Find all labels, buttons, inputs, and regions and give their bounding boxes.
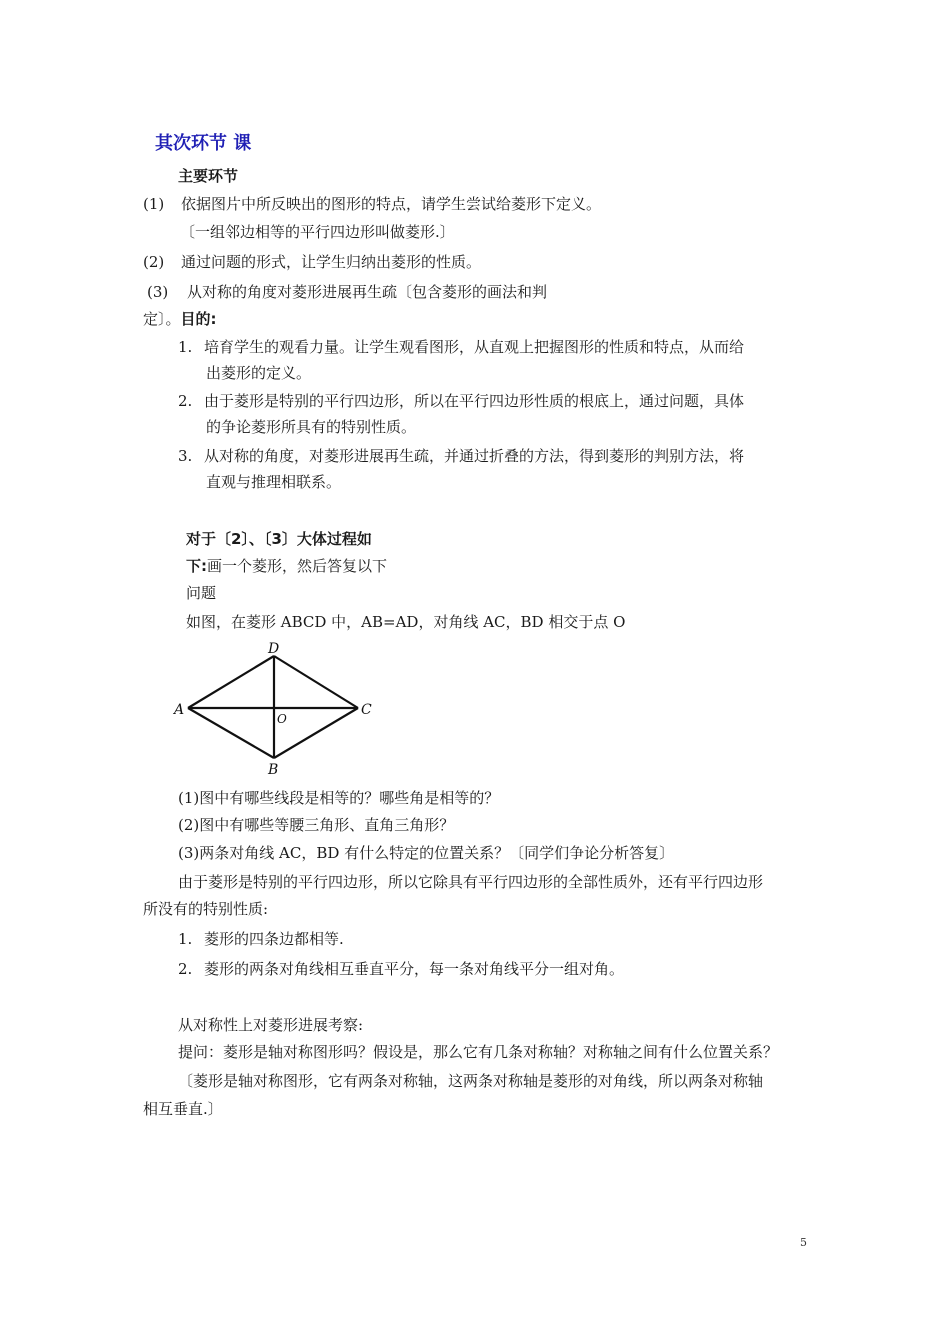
property-text: 菱形的四条边都相等. bbox=[204, 930, 344, 948]
list-item-number: (3) bbox=[147, 283, 169, 301]
purpose-2 bbox=[178, 391, 744, 411]
list-item-1 bbox=[143, 194, 601, 214]
continuation-text: 定〕。 bbox=[143, 310, 181, 328]
page-title: 其次环节 课 bbox=[155, 133, 252, 154]
page-number: 5 bbox=[800, 1236, 807, 1249]
list-item-text: 从对称的角度对菱形进展再生疏〔包含菱形的画法和判 bbox=[187, 283, 548, 301]
purpose-text: 从对称的角度，对菱形进展再生疏，并通过折叠的方法，得到菱形的判别方法，将 bbox=[204, 447, 745, 465]
property-number: 2. bbox=[178, 960, 193, 978]
purpose-label: 目的: bbox=[180, 310, 217, 328]
problem-label: 问题 bbox=[186, 584, 217, 602]
figure-intro: 如图，在菱形 ABCD 中，AB=AD，对角线 AC，BD 相交于点 O bbox=[186, 613, 626, 631]
edge-ad bbox=[188, 656, 274, 708]
purpose-number: 3. bbox=[178, 447, 193, 465]
purpose-number: 1. bbox=[178, 338, 193, 356]
property-1 bbox=[178, 929, 344, 949]
list-item-number: (2) bbox=[143, 253, 165, 271]
edge-dc bbox=[274, 656, 358, 708]
purpose-1 bbox=[178, 337, 744, 357]
purpose-2-cont: 的争论菱形所具有的特别性质。 bbox=[206, 418, 417, 436]
purpose-1-cont: 出菱形的定义。 bbox=[206, 364, 312, 382]
question-3: (3)两条对角线 AC，BD 有什么特定的位置关系？〔同学们争论分析答复〕 bbox=[178, 844, 675, 862]
rhombus-figure bbox=[168, 638, 383, 778]
edge-ba bbox=[188, 708, 274, 758]
process-heading-cont: 下: bbox=[186, 557, 207, 575]
property-number: 1. bbox=[178, 930, 193, 948]
symmetry-intro: 从对称性上对菱形进展考察: bbox=[178, 1016, 364, 1034]
purpose-3-cont: 直观与推理相联系。 bbox=[206, 473, 342, 491]
conclusion-line-2: 所没有的特别性质: bbox=[143, 900, 269, 918]
definition-note: 〔一组邻边相等的平行四边形叫做菱形.〕 bbox=[180, 223, 455, 241]
list-item-number: (1) bbox=[143, 195, 165, 213]
purpose-3 bbox=[178, 446, 744, 466]
question-2: (2)图中有哪些等腰三角形、直角三角形？ bbox=[178, 816, 455, 834]
list-item-3 bbox=[147, 282, 547, 302]
question-1: (1)图中有哪些线段是相等的？哪些角是相等的？ bbox=[178, 789, 500, 807]
answer-line-2: 相互垂直.〕 bbox=[143, 1100, 223, 1118]
property-text: 菱形的两条对角线相互垂直平分，每一条对角线平分一组对角。 bbox=[204, 960, 625, 978]
list-item-text: 通过问题的形式，让学生归纳出菱形的性质。 bbox=[181, 253, 482, 271]
label-o: O bbox=[277, 712, 287, 726]
property-2 bbox=[178, 959, 624, 979]
process-text: 画一个菱形，然后答复以下 bbox=[207, 557, 388, 575]
label-d: D bbox=[268, 641, 280, 657]
label-c: C bbox=[361, 702, 372, 718]
question-line: 提问：菱形是轴对称图形吗？假设是，那么它有几条对称轴？对称轴之间有什么位置关系？ bbox=[178, 1043, 779, 1061]
purpose-text: 培育学生的观看力量。让学生观看图形，从直观上把握图形的性质和特点，从而给 bbox=[204, 338, 745, 356]
purpose-number: 2. bbox=[178, 392, 193, 410]
list-item-3-continued bbox=[143, 309, 217, 329]
main-section-heading: 主要环节 bbox=[178, 167, 239, 185]
process-heading: 对于〔2〕、〔3〕大体过程如 bbox=[186, 530, 372, 548]
list-item-text: 依据图片中所反映出的图形的特点，请学生尝试给菱形下定义。 bbox=[181, 195, 602, 213]
label-a: A bbox=[174, 702, 185, 718]
conclusion-line-1: 由于菱形是特别的平行四边形，所以它除具有平行四边形的全部性质外，还有平行四边形 bbox=[178, 873, 764, 891]
label-b: B bbox=[268, 762, 279, 778]
process-line bbox=[186, 556, 387, 576]
purpose-text: 由于菱形是特别的平行四边形，所以在平行四边形性质的根底上，通过问题，具体 bbox=[204, 392, 745, 410]
list-item-2 bbox=[143, 252, 481, 272]
answer-line-1: 〔菱形是轴对称图形，它有两条对称轴，这两条对称轴是菱形的对角线，所以两条对称轴 bbox=[178, 1072, 764, 1090]
